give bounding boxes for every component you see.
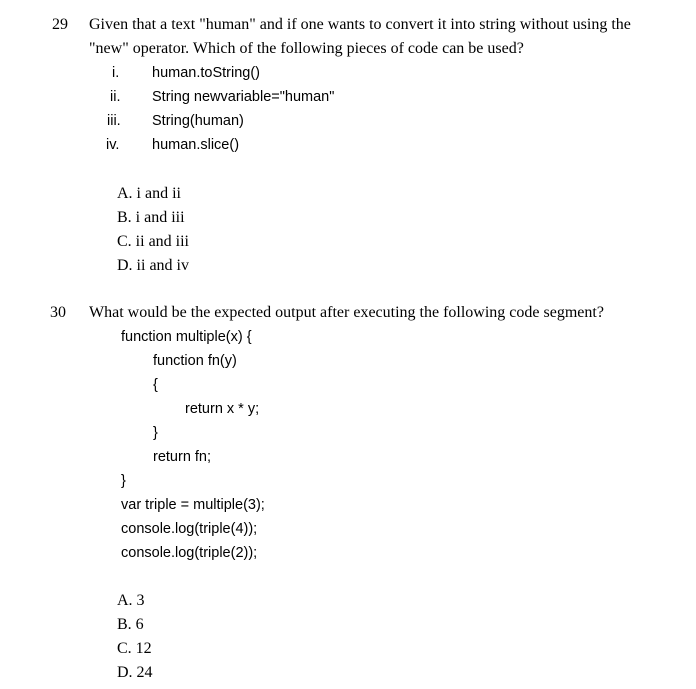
item-label: ii. bbox=[110, 89, 121, 105]
answer-option[interactable]: C. 12 bbox=[117, 640, 152, 657]
question-stem-line-1: What would be the expected output after executing the following code segment? bbox=[89, 304, 604, 321]
item-label: i. bbox=[112, 65, 120, 81]
answer-option[interactable]: B. i and iii bbox=[117, 209, 185, 226]
item-label: iii. bbox=[107, 113, 121, 129]
code-line: var triple = multiple(3); bbox=[121, 497, 265, 513]
question-number: 30 bbox=[50, 304, 66, 321]
code-line: function multiple(x) { bbox=[121, 329, 252, 345]
code-line: return x * y; bbox=[185, 401, 260, 417]
item-code: String(human) bbox=[152, 113, 244, 129]
answer-option[interactable]: A. 3 bbox=[117, 592, 145, 609]
code-line: function fn(y) bbox=[153, 353, 237, 369]
answer-option[interactable]: D. ii and iv bbox=[117, 257, 189, 274]
code-line: } bbox=[121, 473, 126, 489]
code-line: { bbox=[153, 377, 158, 393]
answer-option[interactable]: A. i and ii bbox=[117, 185, 181, 202]
answer-option[interactable]: C. ii and iii bbox=[117, 233, 189, 250]
question-stem-line-2: "new" operator. Which of the following pieces of code can be used? bbox=[89, 40, 524, 57]
answer-option[interactable]: D. 24 bbox=[117, 664, 153, 681]
question-number: 29 bbox=[52, 16, 68, 33]
answer-option[interactable]: B. 6 bbox=[117, 616, 144, 633]
code-line: return fn; bbox=[153, 449, 212, 465]
question-stem-line-1: Given that a text "human" and if one wants to convert it into string without using the bbox=[89, 16, 631, 33]
item-code: human.toString() bbox=[152, 65, 260, 81]
item-code: human.slice() bbox=[152, 137, 240, 153]
code-line: } bbox=[153, 425, 158, 441]
item-code: String newvariable="human" bbox=[152, 89, 335, 105]
item-label: iv. bbox=[106, 137, 120, 153]
code-line: console.log(triple(2)); bbox=[121, 545, 258, 561]
code-line: console.log(triple(4)); bbox=[121, 521, 258, 537]
